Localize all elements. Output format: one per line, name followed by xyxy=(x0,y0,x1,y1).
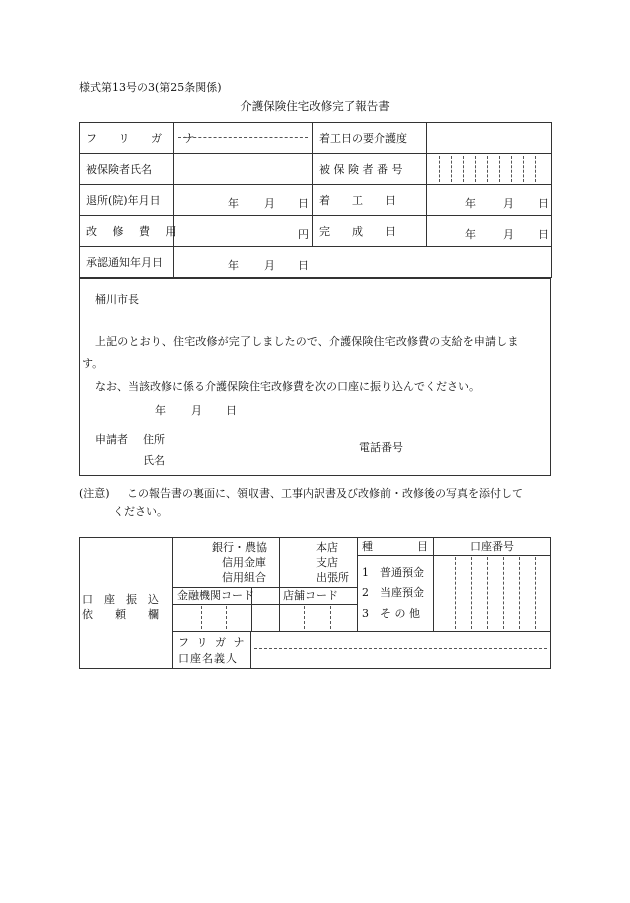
insured-name-label-cell xyxy=(80,154,174,185)
statement-line-1: 上記のとおり、住宅改修が完了しましたので、介護保険住宅改修費の支給を申請しま xyxy=(95,335,519,348)
statement-line-3: なお、当該改修に係る介護保険住宅改修費を次の口座に振り込んでください。 xyxy=(95,380,480,393)
institution-code-field[interactable] xyxy=(173,605,251,631)
addressee: 桶川市長 xyxy=(95,293,139,306)
start-month-unit: 月 xyxy=(503,197,514,210)
apply-month-unit: 月 xyxy=(191,404,202,417)
applicant-info-table xyxy=(79,122,552,278)
institution-type-3: 信用組合 xyxy=(222,571,266,584)
insured-number-field[interactable] xyxy=(427,154,552,185)
start-work-date-field[interactable] xyxy=(427,185,552,216)
approval-date-field[interactable] xyxy=(174,247,552,278)
yen-unit: 円 xyxy=(298,228,309,241)
account-type-3: 3 そ の 他 xyxy=(362,607,420,620)
note-label: (注意) xyxy=(79,487,110,500)
bank-divider-3 xyxy=(357,537,358,631)
discharge-year-unit: 年 xyxy=(228,197,239,210)
discharge-date-label: 退所(院)年月日 xyxy=(86,194,161,207)
applicant-label: 申請者 xyxy=(95,433,128,446)
completion-label: 完 成 日 xyxy=(319,225,396,238)
completion-month-unit: 月 xyxy=(503,228,514,241)
insured-name-label: 被保険者氏名 xyxy=(86,163,152,176)
approval-year-unit: 年 xyxy=(228,259,239,272)
bank-divider-1 xyxy=(172,537,173,669)
account-type-2: 2 当座預金 xyxy=(362,586,424,599)
approval-day-unit: 日 xyxy=(298,259,309,272)
cost-label-cell xyxy=(80,216,183,247)
account-holder-field[interactable] xyxy=(251,649,551,669)
start-day-unit: 日 xyxy=(538,197,549,210)
insured-number-label: 被 保 険 者 番 号 xyxy=(319,163,403,176)
institution-type-1: 銀行・農協 xyxy=(212,541,267,554)
care-level-field[interactable] xyxy=(427,123,552,154)
discharge-month-unit: 月 xyxy=(264,197,275,210)
name-label: 氏名 xyxy=(143,454,165,467)
account-number-field[interactable] xyxy=(434,556,551,631)
branch-type-2: 支店 xyxy=(316,556,338,569)
address-label: 住所 xyxy=(143,433,165,446)
bank-section-label-2: 依 頼 欄 xyxy=(82,608,159,621)
care-level-label-cell xyxy=(313,123,427,154)
insured-number-label-cell xyxy=(313,154,427,185)
completion-year-unit: 年 xyxy=(465,228,476,241)
institution-code-label: 金融機関コード xyxy=(177,589,254,602)
completion-date-field[interactable] xyxy=(427,216,552,247)
application-statement-box xyxy=(79,278,551,476)
discharge-date-field[interactable] xyxy=(174,185,313,216)
statement-line-2: す。 xyxy=(82,357,104,370)
holder-furigana-field[interactable] xyxy=(251,632,551,648)
branch-type-1: 本店 xyxy=(316,541,338,554)
completion-day-unit: 日 xyxy=(538,228,549,241)
renovation-cost-label: 改 修 費 用 xyxy=(86,225,183,238)
account-type-header: 種 目 xyxy=(362,540,428,553)
approval-date-label: 承認通知年月日 xyxy=(86,256,163,269)
branch-code-label: 店舗コード xyxy=(283,589,338,602)
start-work-label-cell xyxy=(313,185,427,216)
approval-month-unit: 月 xyxy=(264,259,275,272)
furigana-dashed-line xyxy=(178,137,308,138)
institution-type-2: 信用金庫 xyxy=(222,556,266,569)
form-number: 様式第13号の3(第25条関係) xyxy=(79,81,222,94)
discharge-day-unit: 日 xyxy=(298,197,309,210)
renovation-cost-field[interactable] xyxy=(174,216,313,247)
discharge-date-label-cell xyxy=(80,185,174,216)
furigana-field[interactable] xyxy=(174,123,313,154)
insured-number-digit-boxes xyxy=(427,154,551,184)
bank-section-label-1: 口 座 振 込 xyxy=(82,593,159,606)
holder-furigana-label: フ リ ガ ナ xyxy=(178,636,247,649)
branch-type-3: 出張所 xyxy=(316,571,349,584)
care-level-label: 着工日の要介護度 xyxy=(319,132,407,145)
note-line-1: この報告書の裏面に、領収書、工事内訳書及び改修前・改修後の写真を添付して xyxy=(127,487,523,500)
insured-name-field[interactable] xyxy=(174,154,313,185)
code-top-line xyxy=(172,587,357,588)
branch-code-field[interactable] xyxy=(252,605,357,631)
completion-label-cell xyxy=(313,216,427,247)
account-number-header: 口座番号 xyxy=(470,540,514,553)
account-type-1: 1 普通預金 xyxy=(362,566,424,579)
phone-label: 電話番号 xyxy=(359,441,403,454)
page-title: 介護保険住宅改修完了報告書 xyxy=(240,99,390,113)
furigana-label: フ リ ガ ナ xyxy=(86,132,204,145)
start-work-label: 着 工 日 xyxy=(319,194,396,207)
furigana-label-cell xyxy=(80,123,204,154)
apply-day-unit: 日 xyxy=(226,404,237,417)
apply-year-unit: 年 xyxy=(155,404,166,417)
account-holder-label: 口座名義人 xyxy=(178,652,238,665)
start-year-unit: 年 xyxy=(465,197,476,210)
note-line-2: ください。 xyxy=(113,505,168,518)
approval-date-label-cell xyxy=(80,247,174,278)
